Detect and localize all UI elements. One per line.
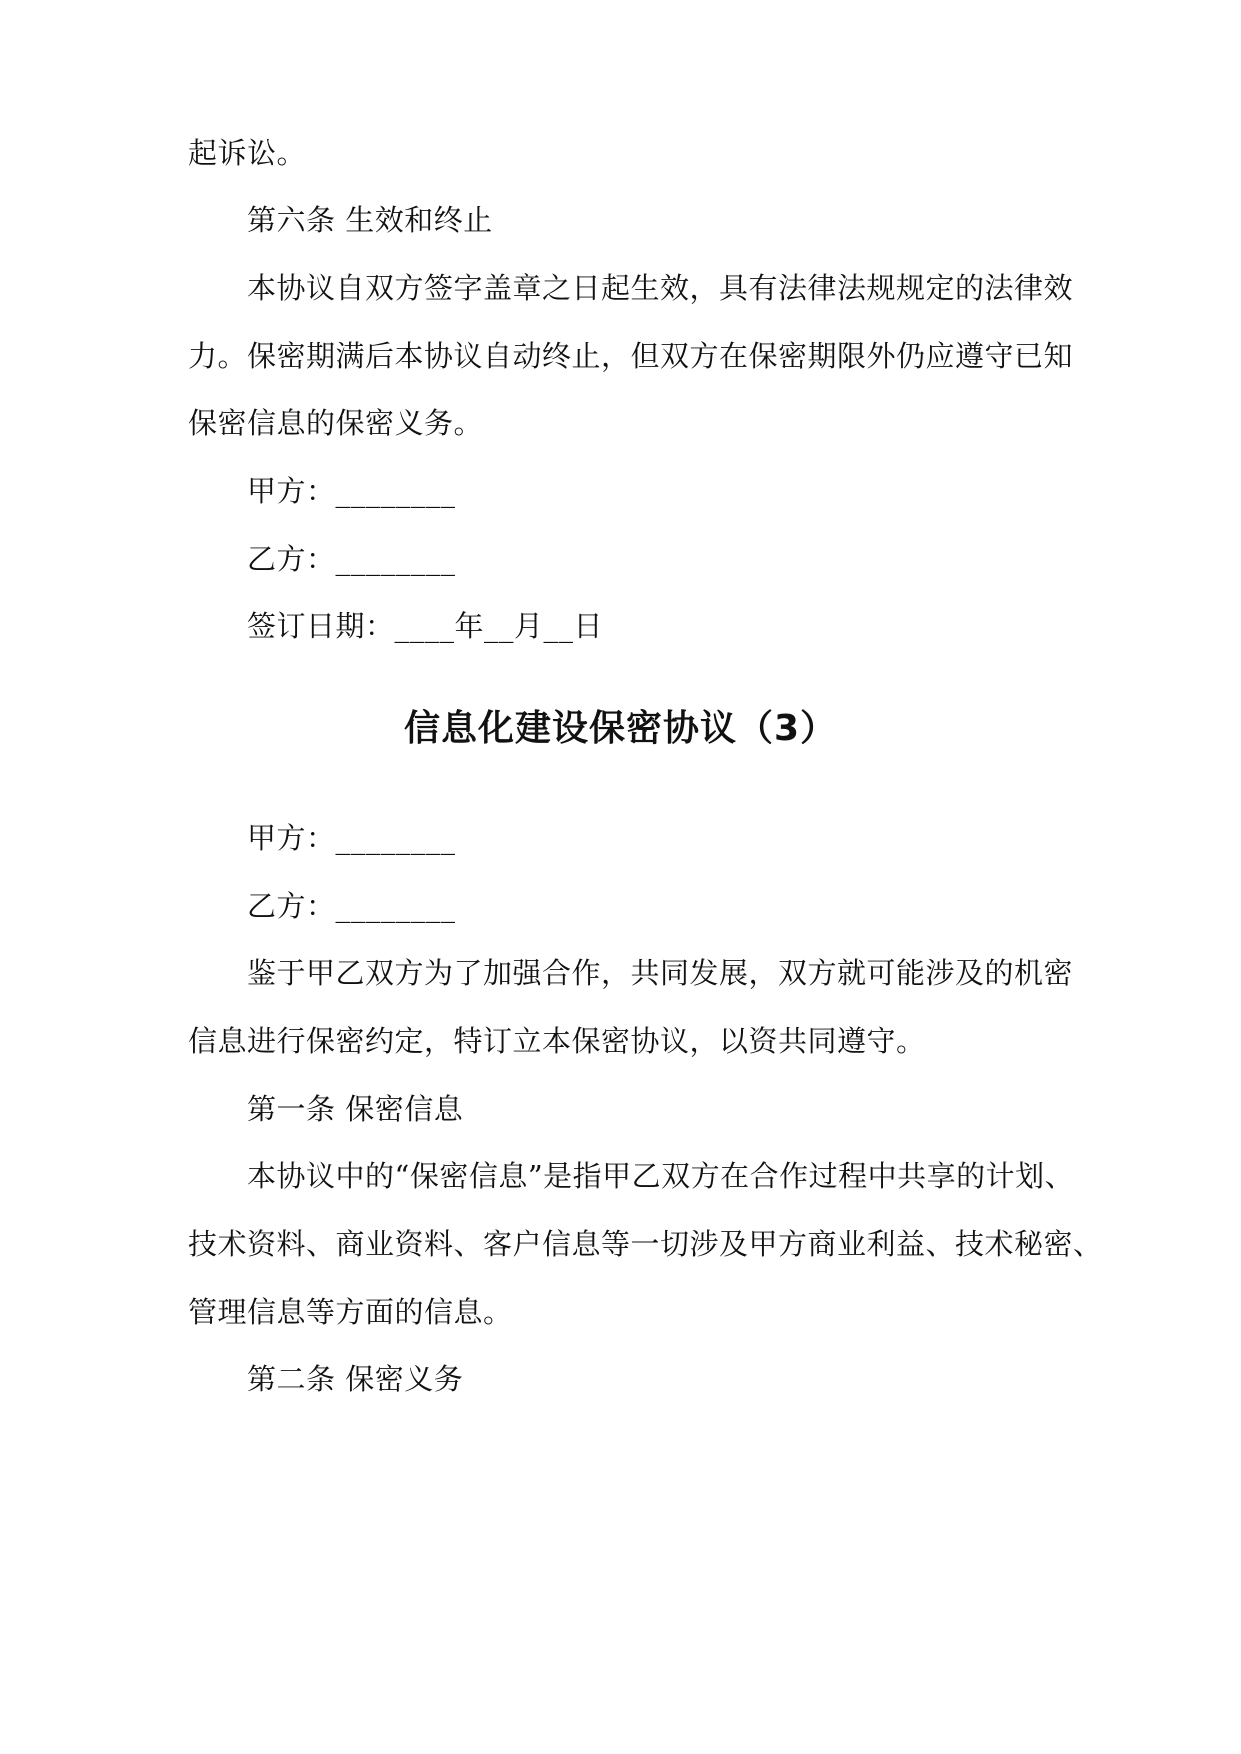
article-1-paragraph-line: 管理信息等方面的信息。 [188, 1295, 513, 1329]
party-a-signature-line: 甲方：________ [247, 474, 456, 508]
article-6-heading: 第六条 生效和终止 [247, 203, 493, 237]
party-a-line: 甲方：________ [247, 821, 456, 855]
article-6-paragraph-line: 保密信息的保密义务。 [188, 406, 484, 440]
continued-text-line: 起诉讼。 [188, 136, 307, 170]
preamble-paragraph-line: 信息进行保密约定，特订立本保密协议，以资共同遵守。 [188, 1024, 926, 1058]
article-2-heading: 第二条 保密义务 [247, 1362, 464, 1396]
article-1-paragraph-line: 本协议中的“保密信息”是指甲乙双方在合作过程中共享的计划、 [247, 1159, 1075, 1193]
article-6-paragraph-line: 本协议自双方签字盖章之日起生效，具有法律法规规定的法律效 [247, 271, 1074, 305]
preamble-paragraph-line: 鉴于甲乙双方为了加强合作，共同发展，双方就可能涉及的机密 [247, 956, 1074, 990]
party-b-signature-line: 乙方：________ [247, 542, 456, 576]
article-1-paragraph-line: 技术资料、商业资料、客户信息等一切涉及甲方商业利益、技术秘密、 [188, 1227, 1103, 1261]
agreement-title: 信息化建设保密协议（3） [403, 708, 838, 749]
article-6-paragraph-line: 力。保密期满后本协议自动终止，但双方在保密期限外仍应遵守已知 [188, 339, 1074, 373]
party-b-line: 乙方：________ [247, 889, 456, 923]
article-1-heading: 第一条 保密信息 [247, 1092, 464, 1126]
signing-date-line: 签订日期：____年__月__日 [247, 609, 604, 643]
